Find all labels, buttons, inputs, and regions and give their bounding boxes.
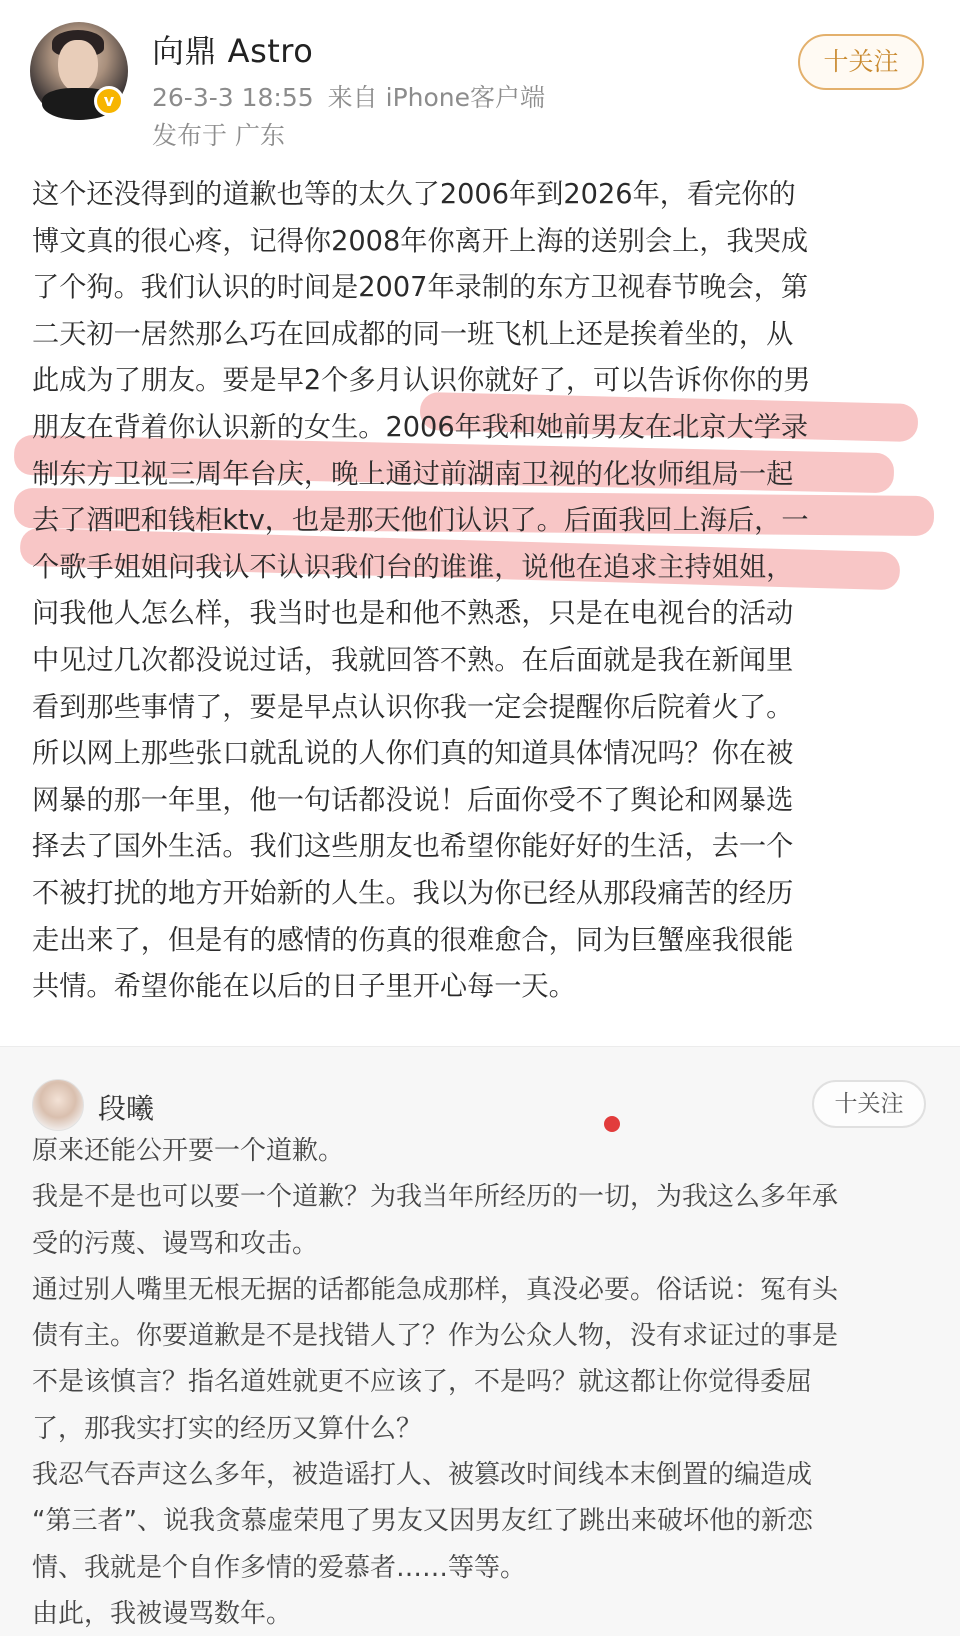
body-line: 问我他人怎么样，我当时也是和他不熟悉，只是在电视台的活动 bbox=[32, 598, 794, 630]
body-line: 债有主。你要道歉是不是找错人了？作为公众人物，没有求证过的事是 bbox=[32, 1321, 839, 1352]
body-line: 不被打扰的地方开始新的人生。我以为你已经从那段痛苦的经历 bbox=[32, 877, 794, 909]
body-line: 不是该慎言？指名道姓就更不应该了，不是吗？就这都让你觉得委屈 bbox=[32, 1367, 813, 1398]
body-line: 情、我就是个自作多情的爱慕者……等等。 bbox=[32, 1552, 527, 1583]
quoted-author-name[interactable]: 段曦 bbox=[98, 1092, 155, 1125]
post-source: 来自 iPhone客户端 bbox=[327, 83, 546, 112]
body-line: 个歌手姐姐问我认不认识我们台的谁谁，说他在追求主持姐姐， bbox=[32, 551, 794, 583]
body-line: 受的污蔑、谩骂和攻击。 bbox=[32, 1228, 319, 1259]
post-body bbox=[32, 172, 932, 1011]
body-line: 择去了国外生活。我们这些朋友也希望你能好好的生活，去一个 bbox=[32, 831, 794, 863]
body-line: 原来还能公开要一个道歉。 bbox=[32, 1136, 345, 1166]
body-line: 了，那我实打实的经历又算什么？ bbox=[32, 1413, 423, 1444]
body-line: 这个还没得到的道歉也等的太久了2006年到2026年，看完你的 bbox=[32, 179, 796, 210]
quoted-author-avatar[interactable] bbox=[32, 1079, 84, 1131]
body-line: 走出来了，但是有的感情的伤真的很难愈合，同为巨蟹座我很能 bbox=[32, 924, 794, 956]
body-line: 朋友在背着你认识新的女生。2006年我和她前男友在北京大学录 bbox=[32, 411, 809, 443]
verified-badge-icon: v bbox=[94, 86, 124, 116]
body-line: 二天初一居然那么巧在回成都的同一班飞机上还是挨着坐的，从 bbox=[32, 318, 794, 350]
body-line: 由此，我被谩骂数年。 bbox=[32, 1598, 293, 1629]
body-line: “第三者”、说我贪慕虚荣甩了男友又因男友红了跳出来破坏他的新恋 bbox=[32, 1506, 813, 1537]
body-line: 此成为了朋友。要是早2个多月认识你就好了，可以告诉你你的男 bbox=[32, 365, 811, 397]
follow-button[interactable]: 十关注 bbox=[798, 34, 924, 90]
body-line: 博文真的很心疼，记得你2008年你离开上海的送别会上，我哭成 bbox=[32, 225, 809, 257]
body-line: 制东方卫视三周年台庆，晚上通过前湖南卫视的化妆师组局一起 bbox=[32, 458, 794, 490]
quoted-post-body bbox=[32, 1128, 932, 1637]
post-header bbox=[0, 0, 960, 160]
post-meta bbox=[152, 78, 545, 114]
body-line: 所以网上那些张口就乱说的人你们真的知道具体情况吗？你在被 bbox=[32, 738, 794, 770]
post-location: 发布于 广东 bbox=[152, 121, 285, 150]
body-line: 看到那些事情了，要是早点认识你我一定会提醒你后院着火了。 bbox=[32, 691, 794, 723]
body-line: 通过别人嘴里无根无据的话都能急成那样，真没必要。俗话说：冤有头 bbox=[32, 1274, 839, 1305]
body-line: 了个狗。我们认识的时间是2007年录制的东方卫视春节晚会，第 bbox=[32, 272, 809, 304]
quoted-follow-button[interactable]: 十关注 bbox=[812, 1080, 926, 1128]
body-line: 我忍气吞声这么多年，被造谣打人、被篡改时间线本末倒置的编造成 bbox=[32, 1460, 813, 1491]
body-line: 共情。希望你能在以后的日子里开心每一天。 bbox=[32, 971, 576, 1003]
body-line: 网暴的那一年里，他一句话都没说！后面你受不了舆论和网暴选 bbox=[32, 784, 794, 816]
body-line: 中见过几次都没说过话，我就回答不熟。在后面就是我在新闻里 bbox=[32, 644, 794, 676]
body-line: 我是不是也可以要一个道歉？为我当年所经历的一切，为我这么多年承 bbox=[32, 1182, 839, 1213]
post-time: 26-3-3 18:55 bbox=[152, 83, 314, 112]
body-line: 去了酒吧和钱柜ktv，也是那天他们认识了。后面我回上海后，一 bbox=[32, 505, 809, 537]
author-name[interactable]: 向鼎 Astro bbox=[152, 32, 314, 70]
